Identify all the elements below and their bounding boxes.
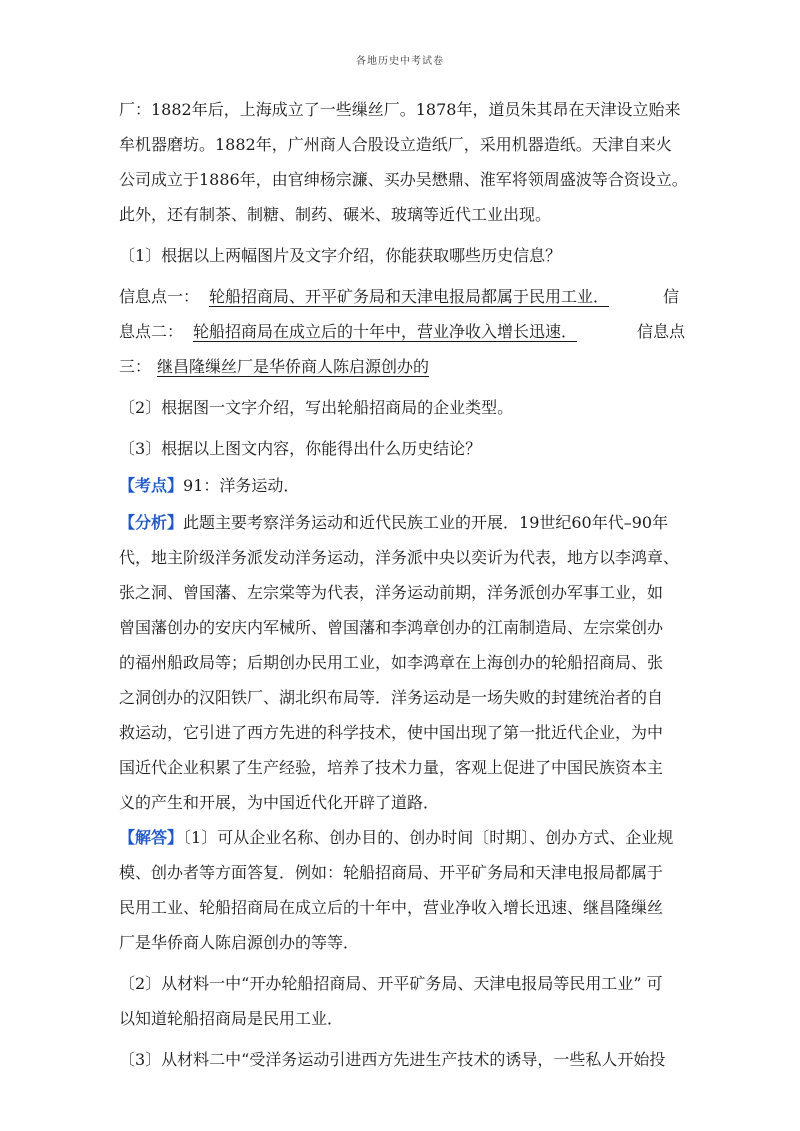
fenxi-tag: 【分析】: [119, 513, 184, 532]
fenxi-section: 【分析】此题主要考察洋务运动和近代民族工业的开展．19世纪60年代–90年 代，地主阶级洋务派发动洋务运动，洋务派中央以奕䜣为代表，地方以李鸿章、 张之洞、曾国藩、左宗棠等为代表，洋务运动前期，洋务派创办军事工业，如 曾国藩创办的安庆内军械所、曾国藩和李鸿章创办的江南制造局、左宗棠创办 的福州船政局等；后期创办民用工业，如李鸿章在上海创办的轮船招商局、张 之洞创办的汉阳铁厂、湖北织布局等．洋务运动是一场失败的封建统治者的自 救运动，它引进了西方先进的科学技术，使中国出现了第一批近代企业，为中 国近代企业积累了生产经验，培养了技术力量，客观上促进了中国民族资本主 义的产生和开展，为中国近代化开辟了道路．: [119, 505, 685, 820]
jieda-section: 【解答】〔1〕可从企业名称、创办目的、创办时间〔时期〕、创办方式、企业规 模、创办者等方面答复．例如：轮船招商局、开平矿务局和天津电报局都属于 民用工业、轮船招商局在成立后的十年中，营业净收入增长迅速、继昌隆缫丝 厂是华侨商人陈启源创办的等等．: [119, 820, 685, 960]
running-header: 各地历史中考试卷: [356, 56, 444, 67]
intro-line: 公司成立于1886年，由官绅杨宗濂、买办吴懋鼎、淮军将领周盛波等合资设立。: [119, 170, 688, 189]
intro-line: 此外，还有制茶、制糖、制药、碾米、玻璃等近代工业出现。: [119, 205, 552, 224]
intro-paragraph: [119, 92, 688, 232]
answer-2-line: 〔2〕从材料一中“开办轮船招商局、开平矿务局、天津电报局等民用工业” 可: [119, 974, 663, 993]
question-3: 〔3〕根据以上图文内容，你能得出什么历史结论？: [119, 439, 482, 458]
answer-3: [119, 1042, 685, 1077]
info-line-2: 息点二： 轮船招商局在成立后的十年中，营业净收入增长迅速． 信息点: [119, 322, 686, 341]
jieda-line: 民用工业、轮船招商局在成立后的十年中，营业净收入增长迅速、继昌隆缫丝: [119, 898, 664, 917]
answer-3-line: 〔3〕从材料二中“受洋务运动引进西方先进生产技术的诱导，一些私人开始投: [119, 1050, 666, 1069]
intro-line: 厂：1882年后，上海成立了一些缫丝厂。1878年，道员朱其昂在天津设立贻来: [119, 100, 681, 119]
answer-2: [119, 966, 685, 1036]
question-2: 〔2〕根据图一文字介绍，写出轮船招商局的企业类型。: [119, 398, 514, 417]
question-1: 〔1〕根据以上两幅图片及文字介绍，你能获取哪些历史信息？: [119, 246, 562, 265]
fenxi-line: 义的产生和开展，为中国近代化开辟了道路．: [119, 793, 440, 812]
intro-line: 牟机器磨坊。1882年，广州商人合股设立造纸厂，采用机器造纸。天津自来火: [119, 135, 672, 154]
info-line-3: 三： 继昌隆缫丝厂是华侨商人陈启源创办的: [119, 349, 685, 384]
fenxi-line: 国近代企业积累了生产经验，培养了技术力量，客观上促进了中国民族资本主: [119, 758, 664, 777]
page-content: [119, 92, 688, 1077]
fenxi-line: 之洞创办的汉阳铁厂、湖北织布局等．洋务运动是一场失败的封建统治者的自: [119, 688, 664, 707]
info-point-2: 轮船招商局在成立后的十年中，营业净收入增长迅速．: [193, 322, 578, 341]
jieda-tag: 【解答】: [119, 828, 184, 847]
jieda-line: 模、创办者等方面答复．例如：轮船招商局、开平矿务局和天津电报局都属于: [119, 863, 664, 882]
info-line-1: 信息点一： 轮船招商局、开平矿务局和天津电报局都属于民用工业． 信: [119, 287, 680, 306]
kaodian-text: 91：洋务运动．: [183, 476, 300, 495]
fenxi-line: 张之洞、曾国藩、左宗棠等为代表，洋务运动前期，洋务派创办军事工业，如: [119, 583, 664, 602]
fenxi-line: 代，地主阶级洋务派发动洋务运动，洋务派中央以奕䜣为代表，地方以李鸿章、: [119, 548, 680, 567]
info-points: [119, 279, 685, 384]
kaodian-section: [119, 468, 685, 503]
fenxi-line: 的福州船政局等；后期创办民用工业，如李鸿章在上海创办的轮船招商局、张: [119, 653, 664, 672]
fenxi-line: 救运动，它引进了西方先进的科学技术，使中国出现了第一批近代企业，为中: [119, 723, 664, 742]
info-point-1: 轮船招商局、开平矿务局和天津电报局都属于民用工业．: [209, 287, 610, 306]
answer-2-line: 以知道轮船招商局是民用工业．: [119, 1009, 344, 1028]
fenxi-line: 曾国藩创办的安庆内军械所、曾国藩和李鸿章创办的江南制造局、左宗棠创办: [119, 618, 664, 637]
kaodian-tag: 【考点】: [119, 476, 184, 495]
info-point-3: 继昌隆缫丝厂是华侨商人陈启源创办的: [157, 357, 430, 376]
jieda-line: 厂是华侨商人陈启源创办的等等．: [119, 933, 360, 952]
